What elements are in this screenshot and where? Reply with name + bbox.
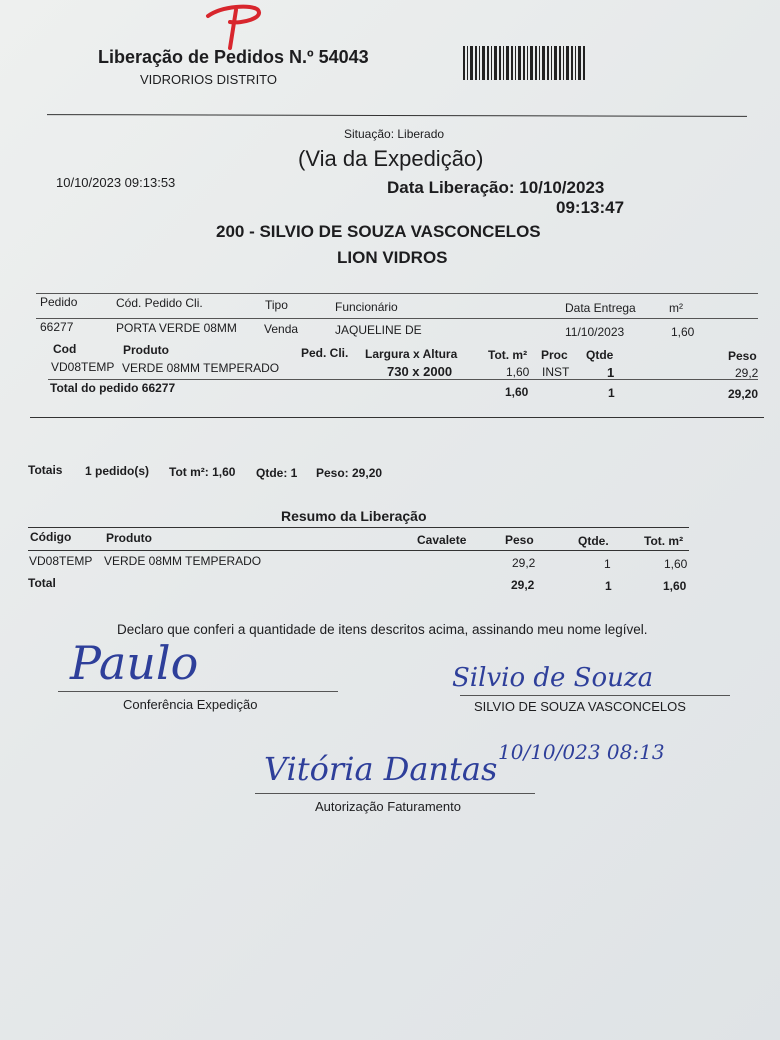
totais-peso: Peso: 29,20: [316, 466, 383, 480]
signature-line: [460, 695, 730, 696]
order-total-m2: 1,60: [505, 385, 529, 399]
status-text: Situação: Liberado: [344, 127, 445, 141]
release-time: 09:13:47: [556, 198, 625, 217]
resumo-col-tot-m2: Tot. m²: [644, 534, 684, 548]
totais-qtde: Qtde: 1: [256, 466, 298, 480]
resumo-row-qtde: 1: [604, 557, 611, 571]
item-tot-m2: 1,60: [506, 365, 530, 379]
row-cod-pedido: PORTA VERDE 08MM: [116, 321, 237, 335]
resumo-header-line: [28, 550, 689, 551]
col-m2: m²: [669, 301, 683, 315]
item-dims: 730 x 2000: [387, 364, 453, 379]
resumo-col-qtde: Qtde.: [578, 534, 609, 548]
item-proc: INST: [542, 365, 570, 379]
col-tipo: Tipo: [265, 298, 288, 312]
faturamento-label: Autorização Faturamento: [315, 799, 461, 814]
handwritten-date: 10/10/023 08:13: [498, 740, 665, 764]
col-pedido: Pedido: [40, 295, 78, 309]
conferencia-label: Conferência Expedição: [123, 697, 258, 712]
item-col-proc: Proc: [541, 348, 568, 362]
barcode: [463, 46, 587, 80]
resumo-total-tot-m2: 1,60: [663, 579, 687, 593]
resumo-row-peso: 29,2: [512, 556, 536, 570]
order-total-qtde: 1: [608, 386, 615, 400]
resumo-row-tot-m2: 1,60: [664, 557, 688, 571]
item-col-ped-cli: Ped. Cli.: [301, 346, 349, 360]
resumo-col-produto: Produto: [106, 531, 152, 545]
resumo-col-cavalete: Cavalete: [417, 533, 467, 547]
company-name: VIDRORIOS DISTRITO: [140, 72, 277, 87]
conferencia-signature: Paulo: [70, 636, 199, 690]
signature-line: [255, 793, 535, 794]
item-col-produto: Produto: [123, 343, 169, 357]
item-col-cod: Cod: [53, 342, 77, 356]
row-m2: 1,60: [671, 325, 695, 339]
resumo-total-qtde: 1: [605, 579, 612, 593]
col-data-entrega: Data Entrega: [565, 301, 636, 315]
col-funcionario: Funcionário: [335, 300, 398, 314]
resumo-col-codigo: Código: [30, 530, 72, 544]
item-col-larg-alt: Largura x Altura: [365, 347, 458, 361]
via-title: (Via da Expedição): [298, 146, 484, 171]
item-peso: 29,2: [735, 366, 759, 380]
divider: [47, 114, 747, 117]
logo-p-icon: [200, 2, 266, 52]
row-funcionario: JAQUELINE DE: [335, 323, 422, 337]
item-qtde: 1: [607, 365, 615, 380]
table-header-line: [36, 318, 758, 319]
item-col-qtde: Qtde: [586, 348, 614, 362]
client-line: 200 - SILVIO DE SOUZA VASCONCELOS: [216, 222, 541, 241]
faturamento-signature: Vitória Dantas: [264, 750, 498, 788]
col-cod-pedido: Cód. Pedido Cli.: [116, 296, 203, 310]
release-date: Data Liberação: 10/10/2023: [387, 178, 605, 197]
row-pedido: 66277: [40, 320, 74, 334]
totais-label: Totais: [28, 463, 63, 477]
resumo-row-codigo: VD08TEMP: [29, 554, 93, 568]
item-col-tot-m2: Tot. m²: [488, 348, 528, 362]
item-cod: VD08TEMP: [51, 360, 115, 374]
row-tipo: Venda: [264, 322, 299, 336]
resumo-row-produto: VERDE 08MM TEMPERADO: [104, 554, 262, 568]
resumo-total-peso: 29,2: [511, 578, 535, 592]
print-datetime: 10/10/2023 09:13:53: [56, 175, 176, 190]
row-data-entrega: 11/10/2023: [565, 325, 625, 339]
table-top-line: [36, 293, 758, 294]
resumo-total-label: Total: [28, 576, 56, 590]
page-title: Liberação de Pedidos N.º 54043: [98, 47, 369, 67]
order-total-peso: 29,20: [728, 387, 759, 401]
declaration-text: Declaro que conferi a quantidade de itens descritos acima, assinando meu nome legível.: [117, 622, 648, 637]
item-col-peso: Peso: [728, 349, 757, 363]
resumo-top-line: [28, 527, 689, 528]
item-line: [48, 379, 758, 380]
order-total-label: Total do pedido 66277: [50, 381, 176, 395]
totais-m2: Tot m²: 1,60: [169, 465, 236, 479]
totais-pedidos: 1 pedido(s): [85, 464, 150, 478]
divider: [30, 417, 764, 418]
item-produto: VERDE 08MM TEMPERADO: [122, 361, 280, 375]
resumo-col-peso: Peso: [505, 533, 534, 547]
resumo-title: Resumo da Liberação: [281, 508, 427, 524]
client-signature-label: SILVIO DE SOUZA VASCONCELOS: [474, 699, 686, 714]
signature-line: [58, 691, 338, 692]
client-name: LION VIDROS: [337, 248, 448, 267]
client-signature: Silvio de Souza: [452, 663, 654, 693]
